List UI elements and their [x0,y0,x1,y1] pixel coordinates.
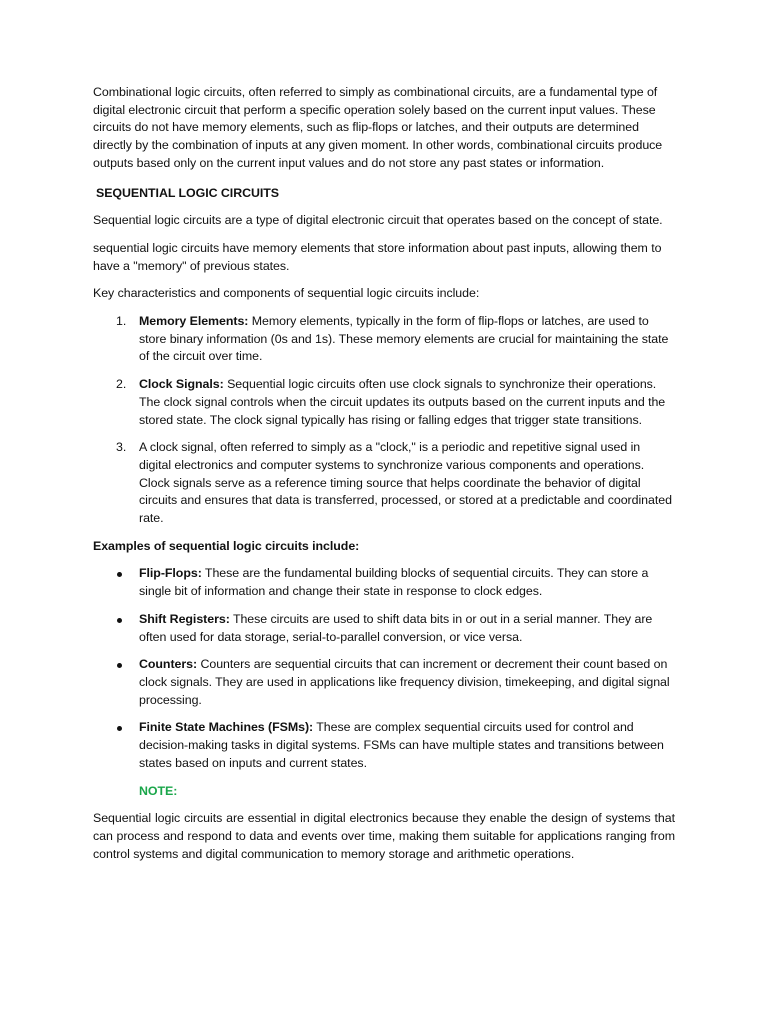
list-term: Shift Registers: [139,611,230,626]
list-number: 2. [116,377,127,392]
list-number: 1. [116,314,127,329]
list-item [93,439,675,528]
list-item [93,719,675,772]
examples-heading: Examples of sequential logic circuits include: [93,538,360,553]
list-item [93,313,675,366]
list-term: Clock Signals: [139,377,224,392]
bullet-icon [117,618,122,623]
numbered-list [93,313,675,528]
list-item [93,376,675,429]
list-text: Sequential logic circuits often use clock signals to synchronize their operations. The clock signal controls when the circuit updates its outputs based on the current inputs and the stored state. The clock signal typically has rising or falling edges that trigger state transitions. [139,377,666,427]
list-item [93,611,675,646]
paragraph-definition: Sequential logic circuits are a type of digital electronic circuit that operates based on the concept of state. [93,213,663,228]
note-label: NOTE: [139,783,178,798]
section-heading: SEQUENTIAL LOGIC CIRCUITS [96,185,280,200]
bullet-icon [117,726,122,731]
list-text: These circuits are used to shift data bits in or out in a serial manner. They are often used for data storage, serial-to-parallel conversion, or vice versa. [139,611,653,644]
list-number: 3. [116,440,127,455]
list-term: Memory Elements: [139,314,249,329]
list-text: Memory elements, typically in the form of flip-flops or latches, are used to store binary information (0s and 1s). These memory elements are crucial for maintaining the state of the circuit over time. [139,314,669,364]
list-item [93,656,675,709]
list-text: These are the fundamental building blocks of sequential circuits. They can store a single bit of information and change their state in response to clock edges. [139,566,649,599]
list-term: Finite State Machines (FSMs): [139,720,314,735]
list-text: These are complex sequential circuits used for control and decision-making tasks in digital systems. FSMs can have multiple states and transitions between states based on inputs and current states. [139,720,664,770]
bullet-icon [117,663,122,668]
closing-paragraph: Sequential logic circuits are essential in digital electronics because they enable the design of systems that can process and respond to data and events over time, making them suitable for applications ranging from control systems and digital communication to memory storage and arithmetic operations. [93,811,675,861]
list-text: Counters are sequential circuits that can increment or decrement their count based on clock signals. They are used in applications like frequency division, timekeeping, and digital signal processing. [139,657,670,707]
bullet-icon [117,572,122,577]
bullet-list [93,565,675,772]
paragraph-memory: sequential logic circuits have memory elements that store information about past inputs, allowing them to have a "memory" of previous states. [93,240,662,273]
list-term: Flip-Flops: [139,566,202,581]
intro-paragraph: Combinational logic circuits, often referred to simply as combinational circuits, are a fundamental type of digital electronic circuit that perform a specific operation solely based on the current input values. These circuits do not have memory elements, such as flip-flops or latches, and their outputs are determined directly by the combination of inputs at any given moment. In other words, combinational circuits produce outputs based only on the current input values and do not store any past states or information. [93,85,663,170]
list-text: A clock signal, often referred to simply as a "clock," is a periodic and repetitive signal used in digital electronics and computer systems to synchronize various components and operations. Clock signals serve as a reference timing source that helps coordinate the behavior of digital circuits and ensures that data is transferred, processed, or stored at a predictable and coordinated rate. [139,440,672,526]
document-page [93,84,675,873]
paragraph-key-characteristics: Key characteristics and components of sequential logic circuits include: [93,286,480,301]
list-item [93,565,675,600]
list-term: Counters: [139,657,198,672]
